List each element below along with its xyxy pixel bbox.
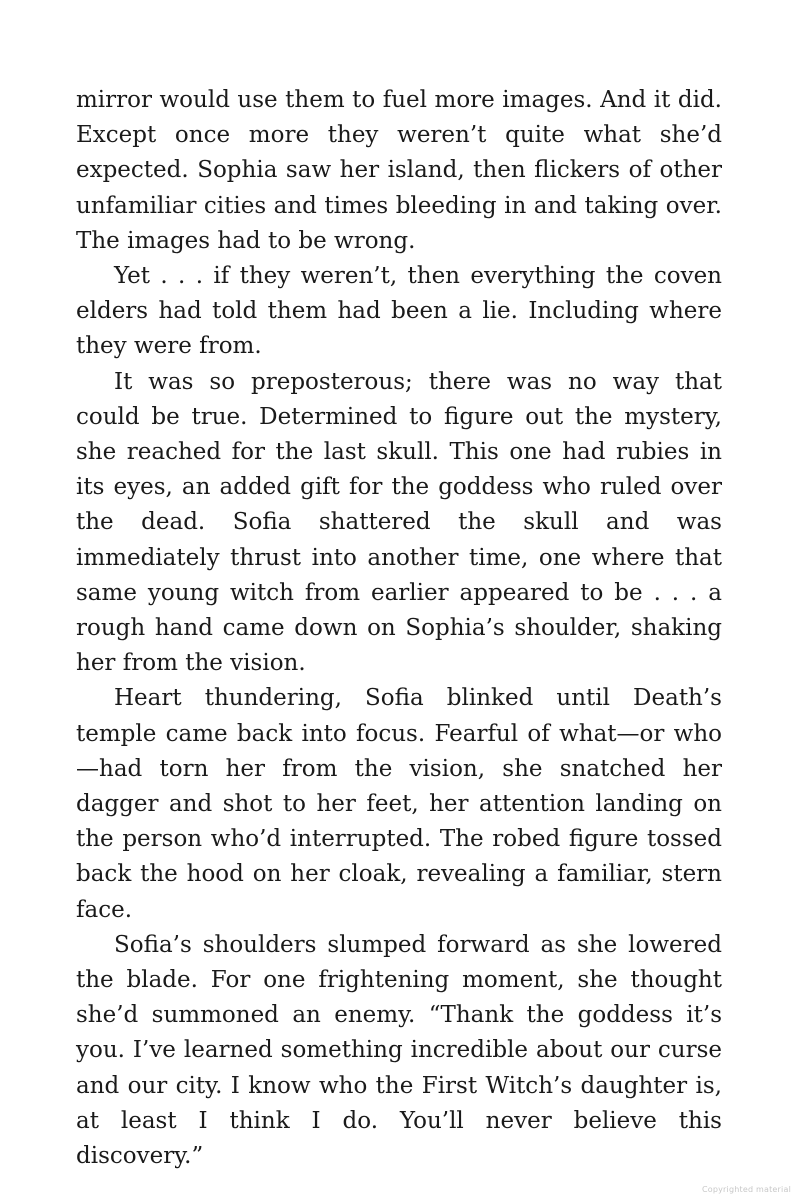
paragraph-4: Heart thundering, Sofia blinked until Death’s temple came back into focus. Fearful of what—or who—had torn her from the vision, she snatched her dagger and shot to her feet, her attention landing on the person who’d interrupted. The robed figure tossed back the hood on her cloak, revealing a familiar, stern face.: [76, 685, 722, 923]
paragraph-3: It was so preposterous; there was no way that could be true. Determined to figure out the mystery, she reached for the last skull. This one had rubies in its eyes, an added gift for the goddess who ruled over the dead. Sofia shattered the skull and was immediately thrust into another time, one where that same young witch from earlier appeared to be . . . a rough hand came down on Sophia’s shoulder, shaking her from the vision.: [76, 368, 722, 677]
paragraph-1: mirror would use them to fuel more images. And it did. Except once more they weren’t quite what she’d expected. Sophia saw her island, then flickers of other unfamiliar cities and times bleeding in and taking over. The images had to be wrong.: [76, 87, 722, 254]
paragraph-5: Sofia’s shoulders slumped forward as she lowered the blade. For one frightening moment, she thought she’d summoned an enemy. “Thank the goddess it’s you. I’ve learned something incredible about our curse and our city. I know who the First Witch’s daughter is, at least I think I do. You’ll never believe this discovery.”: [76, 931, 722, 1170]
copyright-watermark: Copyrighted material: [701, 1185, 791, 1194]
body-text: [76, 83, 722, 1174]
paragraph-2: Yet . . . if they weren’t, then everything the coven elders had told them had been a lie. Including where they were from.: [76, 263, 722, 360]
